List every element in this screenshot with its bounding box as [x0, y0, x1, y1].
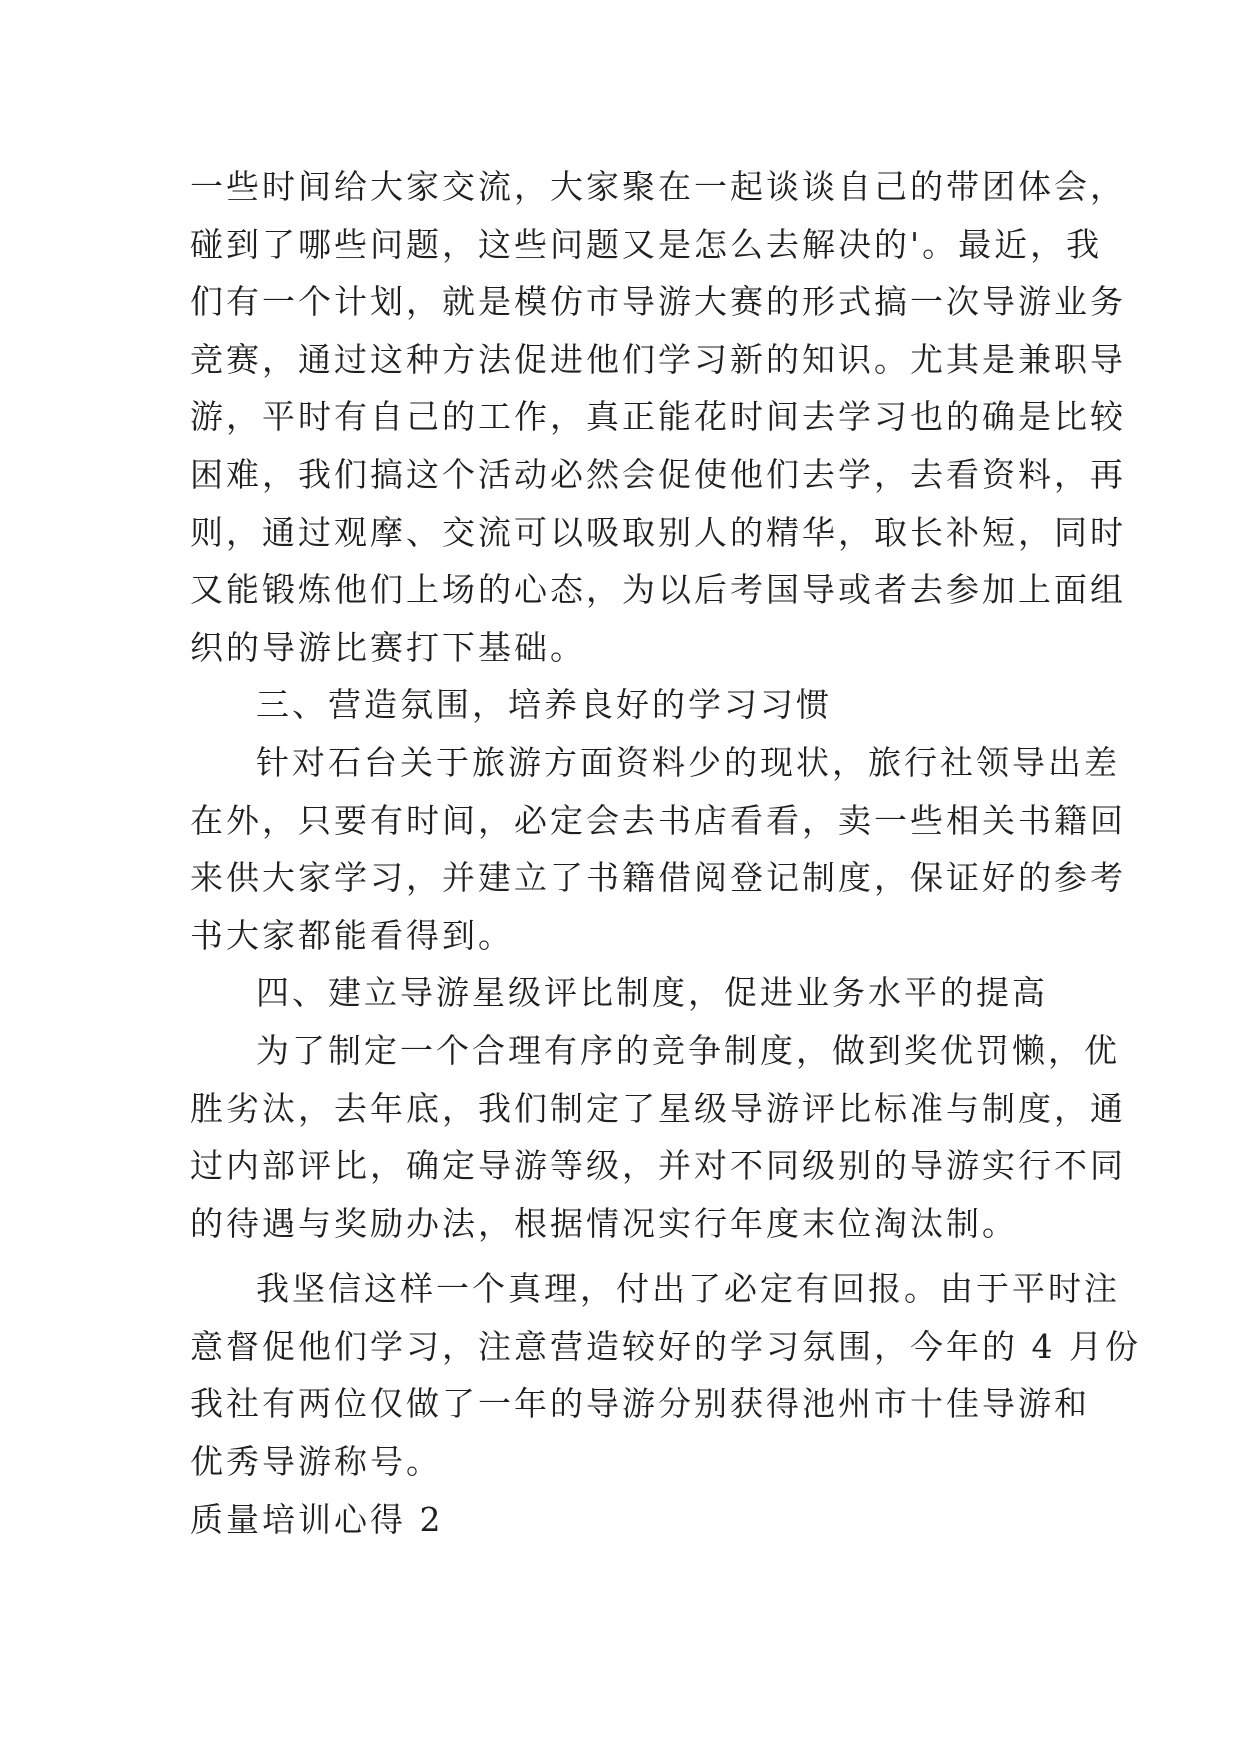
text-line: 我坚信这样一个真理，付出了必定有回报。由于平时注 — [256, 1269, 1120, 1309]
paragraph-continuation — [190, 158, 1126, 676]
text-line: 一些时间给大家交流，大家聚在一起谈谈自己的带团体会， — [190, 167, 1126, 206]
text-line: 们有一个计划，就是模仿市导游大赛的形式搞一次导游业务 — [190, 282, 1126, 322]
text-line: 我社有两位仅做了一年的导游分别获得池州市十佳导游和 — [190, 1384, 1090, 1424]
text-line: 则，通过观摩、交流可以吸取别人的精华，取长补短，同时 — [190, 512, 1126, 552]
next-article-title: 质量培训心得 2 — [190, 1499, 444, 1539]
paragraph-section-4 — [190, 1022, 1126, 1252]
text-line: 又能锻炼他们上场的心态，为以后考国导或者去参加上面组 — [190, 570, 1126, 610]
text-line: 碰到了哪些问题，这些问题又是怎么去解决的'。最近，我 — [190, 224, 1103, 264]
text-line: 胜劣汰，去年底，我们制定了星级导游评比标准与制度，通 — [190, 1088, 1126, 1128]
document-body — [190, 158, 1141, 1548]
text-line: 过内部评比，确定导游等级，并对不同级别的导游实行不同 — [190, 1146, 1126, 1186]
paragraph-conclusion — [190, 1260, 1141, 1490]
text-line: 书大家都能看得到。 — [190, 915, 514, 955]
paragraph-section-3 — [190, 734, 1126, 964]
section-heading-3: 三、营造氛围，培养良好的学习习惯 — [256, 685, 832, 725]
text-line: 为了制定一个合理有序的竞争制度，做到奖优罚懒，优 — [256, 1030, 1120, 1070]
text-line: 在外，只要有时间，必定会去书店看看，卖一些相关书籍回 — [190, 800, 1126, 840]
text-line: 优秀导游称号。 — [190, 1442, 442, 1482]
text-line: 意督促他们学习，注意营造较好的学习氛围，今年的 4 月份 — [190, 1326, 1141, 1366]
text-line: 游，平时有自己的工作，真正能花时间去学习也的确是比较 — [190, 397, 1126, 437]
text-line: 针对石台关于旅游方面资料少的现状，旅行社领导出差 — [256, 742, 1120, 782]
text-line: 的待遇与奖励办法，根据情况实行年度末位淘汰制。 — [190, 1203, 1018, 1243]
text-line: 困难，我们搞这个活动必然会促使他们去学，去看资料，再 — [190, 454, 1126, 494]
section-heading-4: 四、建立导游星级评比制度，促进业务水平的提高 — [256, 973, 1048, 1013]
text-line: 竞赛，通过这种方法促进他们学习新的知识。尤其是兼职导 — [190, 339, 1126, 379]
text-line: 织的导游比赛打下基础。 — [190, 627, 586, 667]
text-line: 来供大家学习，并建立了书籍借阅登记制度，保证好的参考 — [190, 858, 1126, 898]
paragraph-gap — [190, 1252, 1062, 1260]
